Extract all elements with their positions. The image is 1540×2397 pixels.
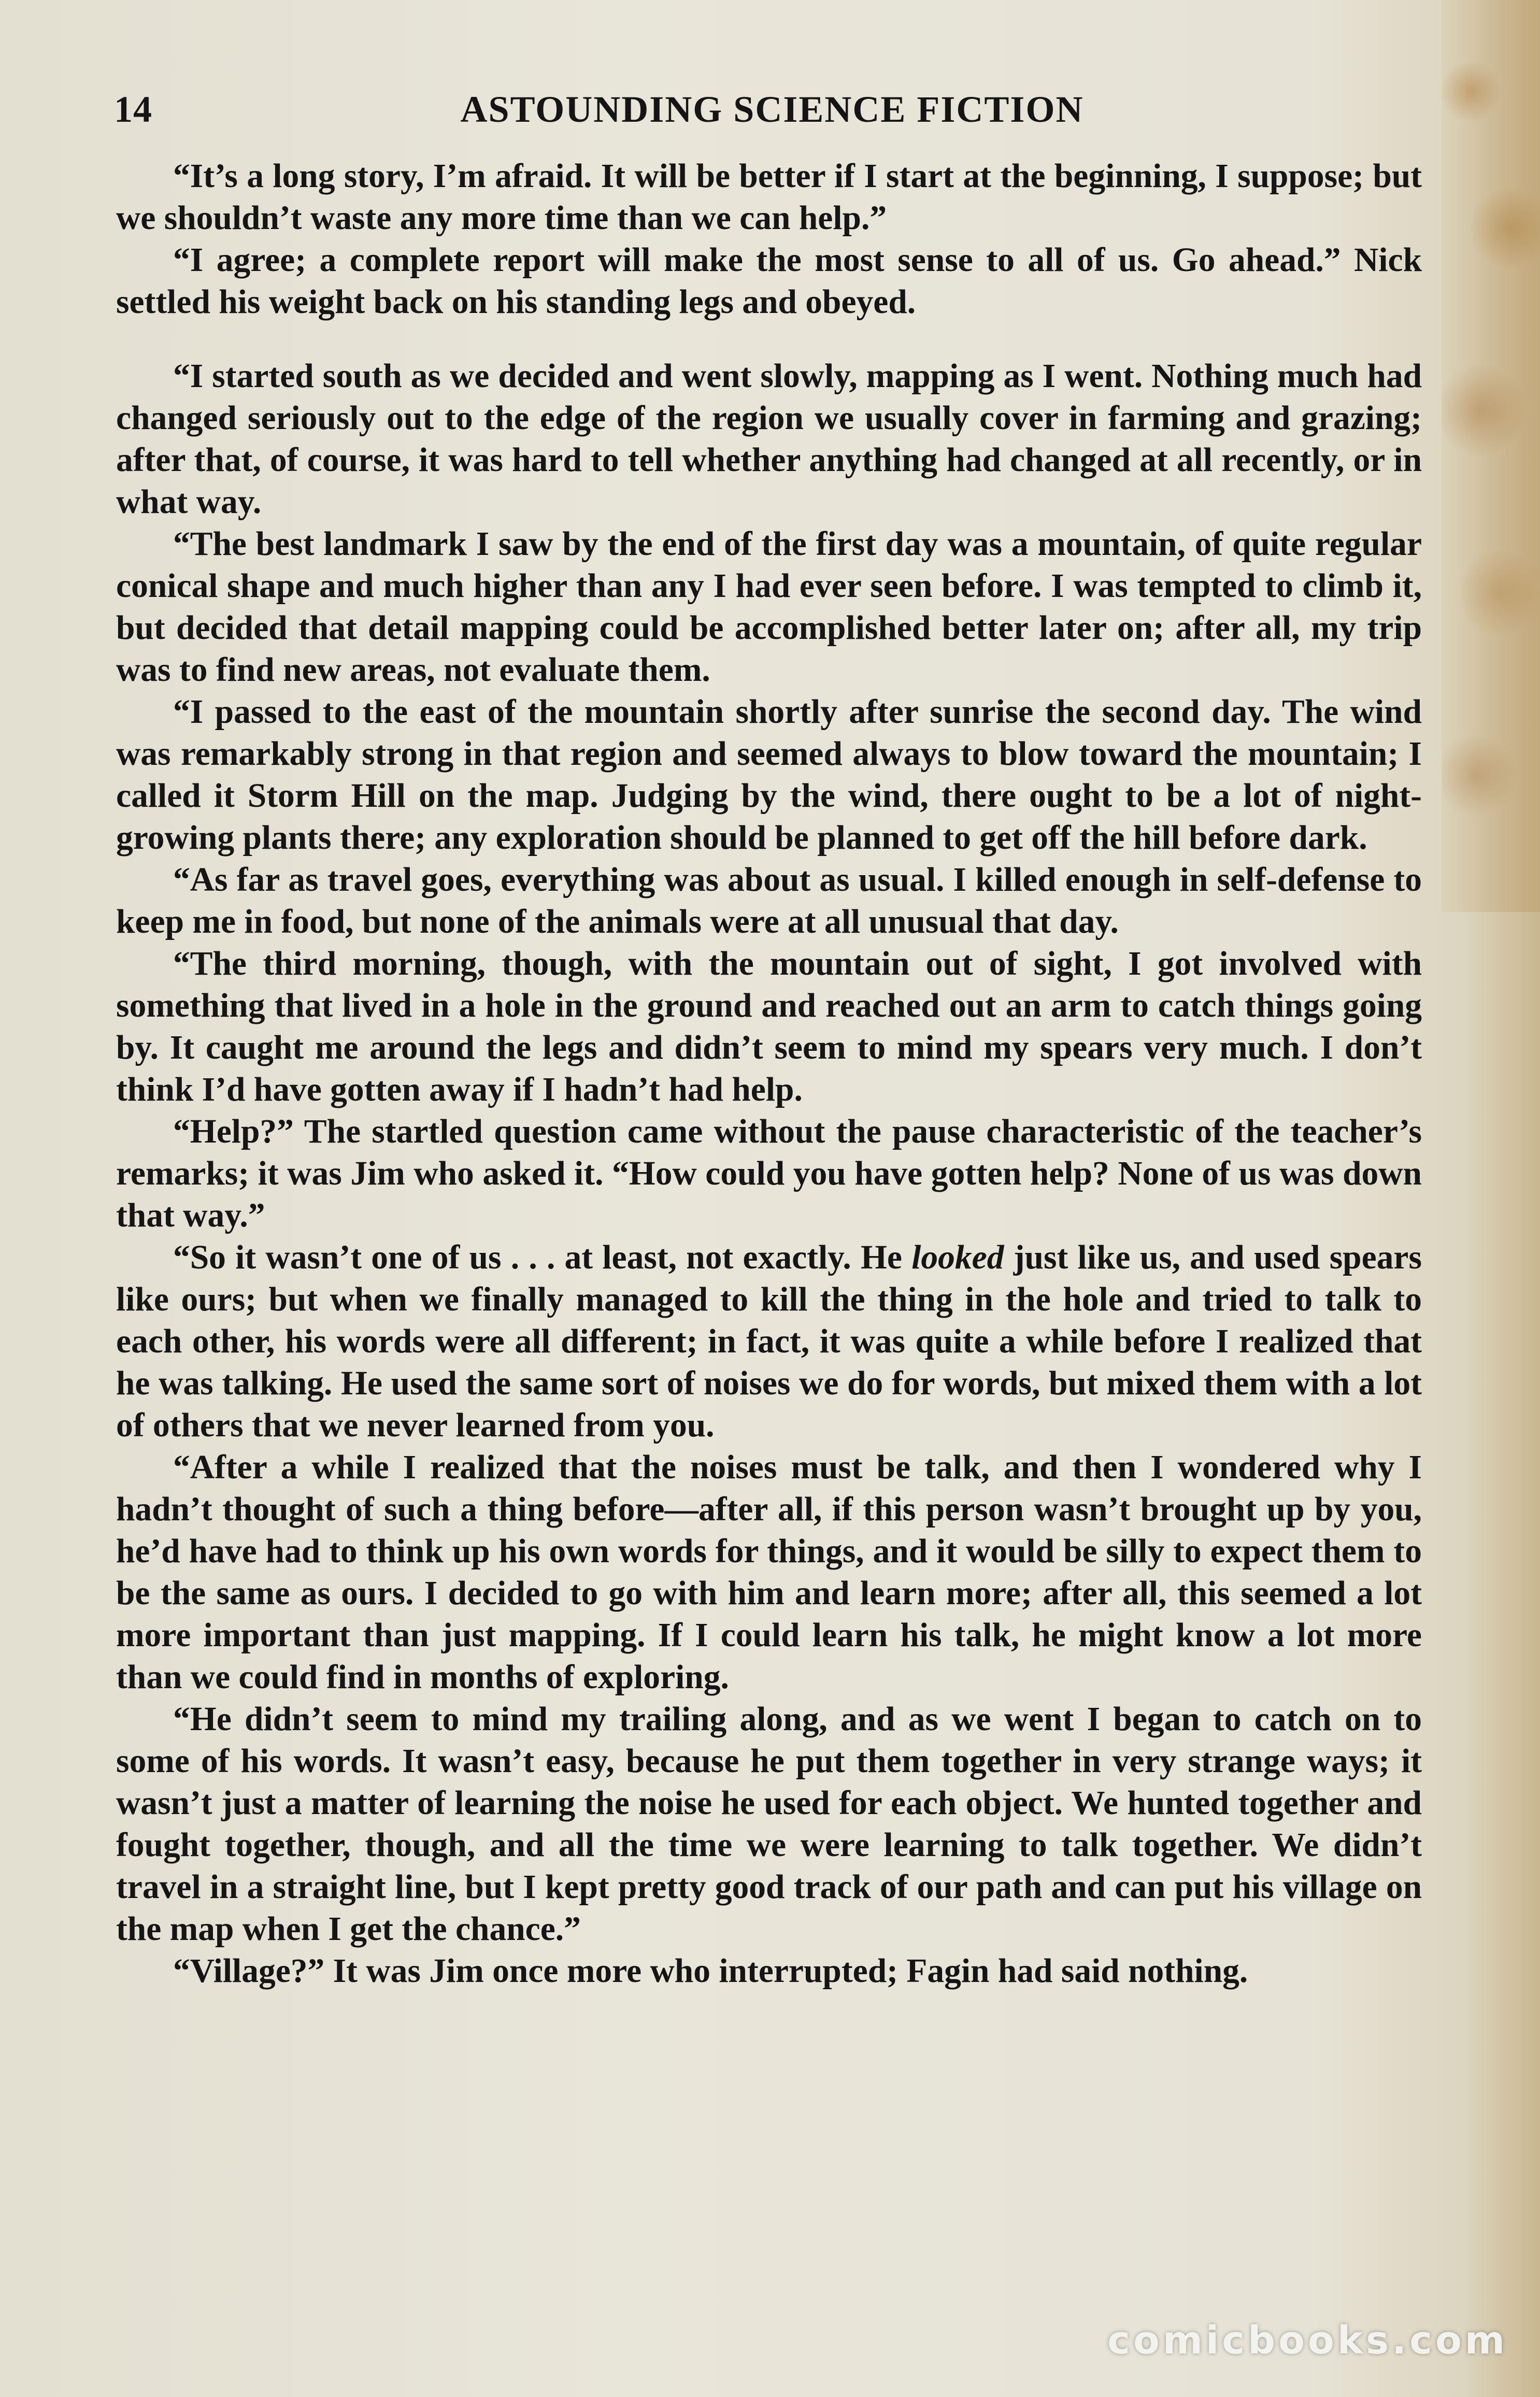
paragraph (116, 1950, 1422, 1992)
paragraph-text: just like us, and used spears like ours; but when we finally managed to kill the thing in the hole and tried to talk to each other, his words were all different; in fact, it was quite a while before I realized that he was talking. He used the same sort of noises we do for words, but mixed them with a lot of others that we never learned from you. (116, 1239, 1422, 1444)
paragraph (116, 1699, 1422, 1950)
emphasized-word: looked (911, 1239, 1004, 1276)
page-edge-stain (1442, 0, 1540, 912)
paragraph (116, 1447, 1422, 1699)
page-number: 14 (114, 89, 152, 130)
paragraph-text: “The third morning, though, with the mountain out of sight, I got involved with something that lived in a hole in the ground and reached out an arm to catch things going by. It caught me around the legs and didn’t seem to mind my spears very much. I don’t think I’d have gotten away if I hadn’t had help. (116, 945, 1422, 1108)
body-text (116, 155, 1422, 1992)
paragraph-text: “I agree; a complete report will make the most sense to all of us. Go ahead.” Nick settled his weight back on his standing legs and obeyed. (116, 241, 1422, 321)
paragraph-text: “After a while I realized that the noises must be talk, and then I wondered why I hadn’t thought of such a thing before—after all, if this person wasn’t brought up by you, he’d have had to think up his own words for things, and it would be silly to expect them to be the same as ours. I decided to go with him and learn more; after all, this seemed a lot more important than just mapping. If I could learn his talk, he might know a lot more than we could find in months of exploring. (116, 1449, 1422, 1696)
paragraph (116, 155, 1422, 239)
running-head: ASTOUNDING SCIENCE FICTION (460, 89, 1084, 130)
paragraph (116, 859, 1422, 943)
paragraph-text: “As far as travel goes, everything was about as usual. I killed enough in self-defense to keep me in food, but none of the animals were at all unusual that day. (116, 861, 1422, 940)
paragraph (116, 1111, 1422, 1237)
paragraph (116, 943, 1422, 1111)
paragraph-text: “I started south as we decided and went slowly, mapping as I went. Nothing much had changed seriously out to the edge of the region we usually cover in farming and grazing; after that, of course, it was hard to tell whether anything had changed at all recently, or in what way. (116, 358, 1422, 521)
watermark: comicbooks.com (1107, 2318, 1508, 2363)
page-header (114, 88, 1430, 135)
paragraph-text: “He didn’t seem to mind my trailing along, and as we went I began to catch on to some of his words. It wasn’t easy, because he put them together in very strange ways; it wasn’t just a matter of learning the noise he used for each object. We hunted together and fought together, though, and all the time we were learning to talk together. We didn’t travel in a straight line, but I kept pretty good track of our path and can put his village on the map when I get the chance.” (116, 1701, 1422, 1948)
paragraph (116, 1237, 1422, 1447)
paragraph-text: “Village?” It was Jim once more who interrupted; Fagin had said nothing. (173, 1952, 1248, 1990)
paragraph-text: “It’s a long story, I’m afraid. It will be better if I start at the beginning, I suppose; but we shouldn’t waste any more time than we can help.” (116, 158, 1422, 237)
paragraph-text: “Help?” The startled question came without the pause characteristic of the teacher’s remarks; it was Jim who asked it. “How could you have gotten help? None of us was down that way.” (116, 1113, 1422, 1234)
paragraph (116, 355, 1422, 523)
paragraph (116, 691, 1422, 859)
paragraph-text: “I passed to the east of the mountain shortly after sunrise the second day. The wind was remarkably strong in that region and seemed always to blow toward the mountain; I called it Storm Hill on the map. Judging by the wind, there ought to be a lot of night-growing plants there; any exploration should be planned to get off the hill before dark. (116, 693, 1422, 857)
paragraph (116, 239, 1422, 323)
paragraph (116, 523, 1422, 691)
paragraph-text: “So it wasn’t one of us . . . at least, not exactly. He (173, 1239, 912, 1276)
paragraph-text: “The best landmark I saw by the end of the first day was a mountain, of quite regular conical shape and much higher than any I had ever seen before. I was tempted to climb it, but decided that detail mapping could be accomplished better later on; after all, my trip was to find new areas, not evaluate them. (116, 525, 1422, 689)
